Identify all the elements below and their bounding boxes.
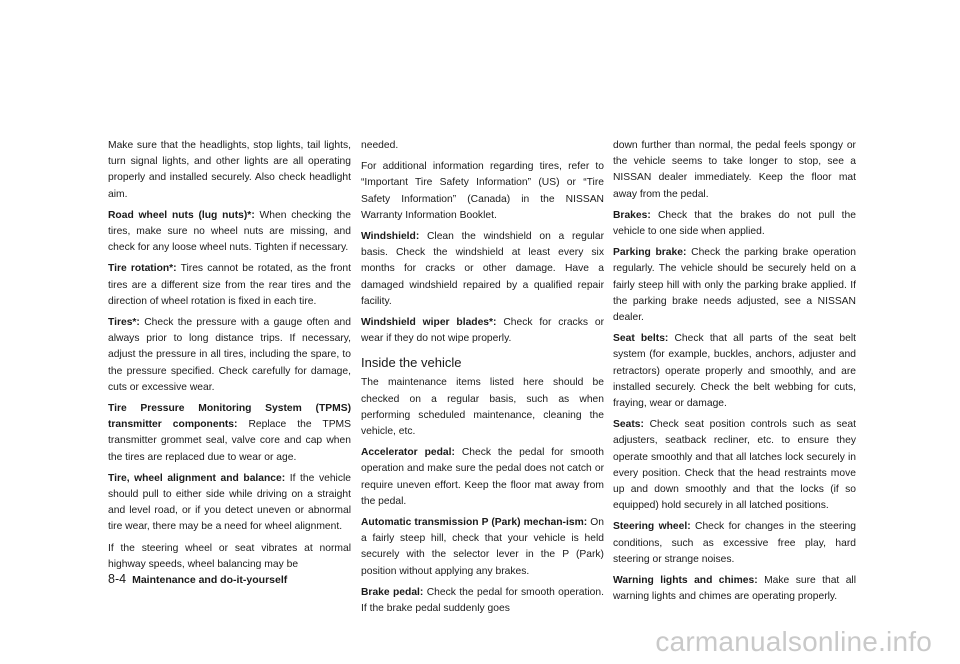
paragraph-text: Make sure that all warning lights and chimes are operating properly.: [613, 575, 857, 603]
paragraph: [361, 375, 604, 440]
paragraph: [108, 471, 351, 536]
paragraph: [108, 138, 351, 203]
paragraph-term: Seat belts:: [613, 333, 669, 345]
paragraph-text: Check that all parts of the seat belt system (for example, buckles, anchors, adjuster and retractors) operate properly and smoothly, and are installed securely. Check the belt webbing for cuts, fraying, wear or damage.: [613, 333, 856, 410]
column-right: [613, 138, 856, 610]
paragraph-text: Check that the brakes do not pull the vehicle to one side when applied.: [613, 209, 856, 238]
paragraph-text: Check the parking brake operation regularly. The vehicle should be securely held on a fairly steep hill with only the parking brake applied. If the parking brake needs adjusted, see a NISSAN dealer.: [613, 247, 856, 324]
paragraph: [613, 138, 856, 203]
paragraph-text: Clean the windshield on a regular basis. Check the windshield at least every six months for cracks or other damage. Have a damaged windshield repaired by a qualified repair facility.: [361, 231, 604, 307]
paragraph: [361, 445, 604, 510]
paragraph-text: If the steering wheel or seat vibrates at normal highway speeds, wheel balancing may be: [108, 542, 351, 570]
paragraph-text: Check for cracks or wear if they do not wipe properly.: [361, 317, 604, 345]
column-left: [108, 138, 351, 578]
paragraph-term: Steering wheel:: [613, 521, 691, 533]
paragraph-text: The maintenance items listed here should be checked on a regular basis, such as when performing scheduled maintenance, cleaning the vehicle, etc.: [361, 377, 604, 438]
paragraph-text: Check the pedal for smooth operation and make sure the pedal does not catch or require uneven effort. Keep the floor mat away from the pedal.: [361, 447, 604, 507]
paragraph-text: On a fairly steep hill, check that your vehicle is held securely with the selector lever in the P (Park) position without applying any brakes.: [361, 517, 604, 577]
paragraph-text: For additional information regarding tires, refer to “Important Tire Safety Information” (US) or “Tire Safety Information” (Canada) in the NISSAN Warranty Information Booklet.: [361, 161, 604, 221]
paragraph: [613, 417, 856, 514]
paragraph-term: Accelerator pedal:: [361, 447, 455, 459]
paragraph: [108, 208, 351, 257]
section-heading-inside-vehicle: Inside the vehicle: [361, 355, 462, 371]
paragraph-term: Automatic transmission P (Park) mechan-ism:: [361, 517, 588, 529]
paragraph-term: Windshield wiper blades*:: [361, 317, 497, 329]
paragraph: [361, 315, 604, 347]
page-number: 8-4: [108, 572, 127, 586]
paragraph: [361, 585, 604, 617]
paragraph: [108, 401, 351, 466]
paragraph-term: Seats:: [613, 419, 644, 431]
paragraph: [613, 331, 856, 412]
paragraph-term: Tire, wheel alignment and balance:: [108, 472, 286, 484]
paragraph-text: If the vehicle should pull to either side while driving on a straight and level road, or if you detect uneven or abnormal tire wear, there may be a need for wheel alignment.: [108, 472, 352, 533]
paragraph-text: needed.: [361, 140, 399, 151]
paragraph: [108, 315, 351, 396]
paragraph: [613, 208, 856, 240]
paragraph-text: Replace the TPMS transmitter grommet seal, valve core and cap when the tires are replaced due to wear or age.: [108, 419, 352, 463]
section-title: Maintenance and do-it-yourself: [132, 574, 288, 586]
watermark: carmanualsonline.info: [655, 626, 932, 657]
paragraph-text: Check for changes in the steering conditions, such as excessive free play, hard steering or strange noises.: [613, 521, 856, 565]
paragraph-term: Tires*:: [108, 317, 140, 329]
paragraph: [613, 573, 856, 605]
paragraph-term: Brakes:: [613, 209, 651, 221]
column-middle: [361, 138, 604, 622]
paragraph-text: When checking the tires, make sure no wheel nuts are missing, and check for any loose wheel nuts. Tighten if necessary.: [108, 209, 351, 254]
paragraph-term: Tire rotation*:: [108, 263, 177, 275]
paragraph: [108, 261, 351, 310]
paragraph: [361, 138, 604, 154]
paragraph-text: down further than normal, the pedal feels spongy or the vehicle seems to take longer to stop, see a NISSAN dealer immediately. Keep the floor mat away from the pedal.: [613, 140, 856, 200]
paragraph: [361, 229, 604, 310]
paragraph: [613, 519, 856, 568]
paragraph: [361, 159, 604, 224]
paragraph-text: Check the pressure with a gauge often and always prior to long distance trips. If necessary, adjust the pressure in all tires, including the spare, to the pressure specified. Check carefully for damage, cuts or excessive wear.: [108, 317, 351, 393]
paragraph-term: Warning lights and chimes:: [613, 575, 758, 587]
paragraph: [613, 245, 856, 326]
paragraph-text: Make sure that the headlights, stop lights, tail lights, turn signal lights, and other lights are all operating properly and installed securely. Also check headlight aim.: [108, 140, 351, 200]
paragraph-term: Parking brake:: [613, 247, 687, 259]
page-footer: [108, 572, 287, 587]
paragraph-text: Check the pedal for smooth operation. If the brake pedal suddenly goes: [361, 586, 604, 615]
paragraph-text: Check seat position controls such as seat adjusters, seatback recliner, etc. to ensure they operate smoothly and that all latches lock securely in every position. Check that the head restraints move up and down smoothly and that the locks (if so equipped) hold securely in all latched positions.: [613, 419, 856, 512]
column-middle-top: [361, 138, 604, 347]
paragraph-text: Tires cannot be rotated, as the front tires are a different size from the rear tires and the direction of wheel rotation is fixed in each tire.: [108, 263, 351, 307]
paragraph: [108, 541, 351, 573]
paragraph: [361, 515, 604, 580]
paragraph-term: Windshield:: [361, 231, 420, 243]
paragraph-term: Road wheel nuts (lug nuts)*:: [108, 209, 255, 221]
column-middle-bottom: [361, 375, 604, 617]
paragraph-term: Tire Pressure Monitoring System (TPMS) transmitter components:: [108, 403, 351, 431]
paragraph-term: Brake pedal:: [361, 586, 424, 598]
